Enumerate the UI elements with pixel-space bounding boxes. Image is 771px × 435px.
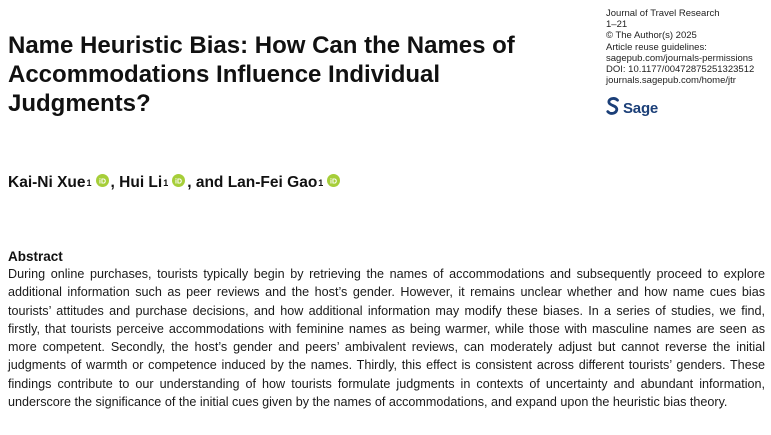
- orcid-icon[interactable]: [172, 174, 185, 187]
- reuse-guidelines-link[interactable]: sagepub.com/journals-permissions: [606, 52, 753, 64]
- abstract-heading: Abstract: [8, 249, 63, 264]
- sage-logo-icon: [606, 97, 620, 120]
- journal-home-link[interactable]: journals.sagepub.com/home/jtr: [606, 75, 736, 87]
- doi-link[interactable]: DOI: 10.1177/00472875251323512: [606, 64, 755, 76]
- author-name[interactable]: Lan-Fei Gao: [227, 174, 318, 191]
- orcid-icon[interactable]: [327, 174, 340, 187]
- author-separator: ,: [110, 174, 120, 191]
- sage-logo[interactable]: [606, 97, 658, 120]
- author-name[interactable]: Kai-Ni Xue: [8, 174, 86, 191]
- sage-logo-text: Sage: [623, 100, 659, 117]
- author-list: [8, 174, 342, 192]
- journal-metadata: [606, 8, 766, 86]
- svg-text:iD: iD: [330, 178, 338, 186]
- author-affiliation: 1: [318, 178, 324, 188]
- reuse-guidelines-label: Article reuse guidelines:: [606, 41, 707, 53]
- author-name[interactable]: Hui Li: [119, 174, 163, 191]
- svg-text:iD: iD: [175, 178, 183, 186]
- svg-text:iD: iD: [98, 178, 106, 186]
- page-range: 1–21: [606, 19, 628, 31]
- author-separator: , and: [187, 174, 228, 191]
- author-affiliation: 1: [163, 178, 169, 188]
- journal-name: Journal of Travel Research: [606, 8, 720, 19]
- abstract-text: During online purchases, tourists typically begin by retrieving the names of accommodations and subsequently proceed to explore additional information such as peer reviews and the host’s gender. However, it remains unclear whether and how name cues bias tourists’ attitudes and purchase decisions, and how additional information may modify these biases. In a series of studies, we find, firstly, that tourists perceive accommodations with feminine names as being warmer, while those with masculine names are seen as more competent. Secondly, the host’s gender and peers’ ambivalent reviews, can moderately adjust but cannot reverse the initial judgments of warmth or competence induced by the names. Thirdly, this effect is consistent across different tourists’ genders. These findings contribute to our understanding of how tourists formulate judgments in contexts of uncertainty and abundant information, underscore the significance of the initial cues given by the names of accommodations, and expand upon the heuristic bias theory.: [8, 267, 765, 409]
- copyright-notice: © The Author(s) 2025: [606, 30, 697, 42]
- article-title: Name Heuristic Bias: How Can the Names of Accommodations Influence Individual Judgments?: [8, 32, 515, 117]
- orcid-icon[interactable]: [96, 174, 109, 187]
- author-affiliation: 1: [86, 178, 92, 188]
